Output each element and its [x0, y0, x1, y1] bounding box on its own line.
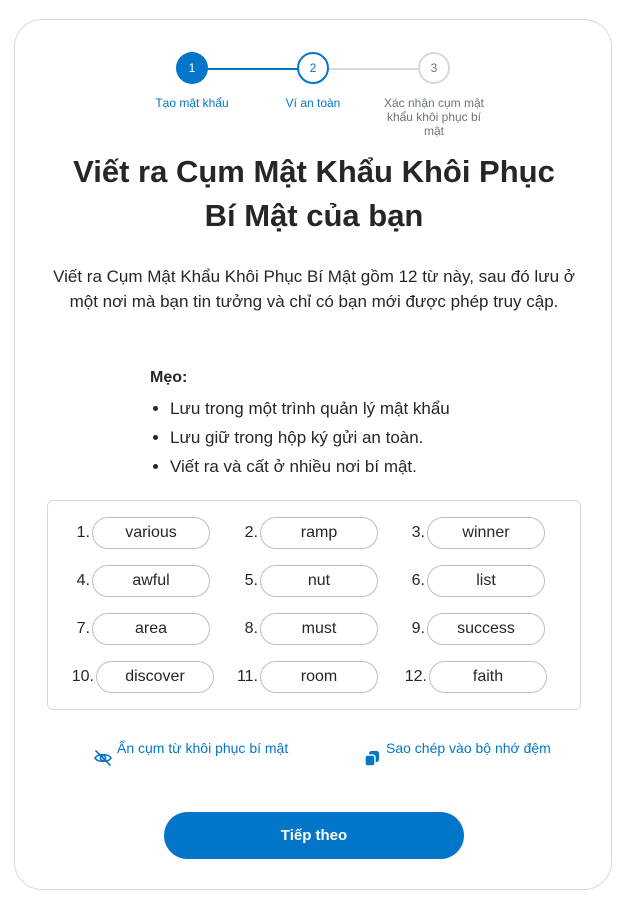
- word-entry-2: [236, 517, 378, 549]
- word-entry-11: [236, 661, 378, 693]
- word-number: 7.: [76, 620, 90, 637]
- step-1-circle: 1: [176, 52, 208, 84]
- step-3-circle: 3: [418, 52, 450, 84]
- copy-label: Sao chép vào bộ nhớ đệm: [386, 740, 551, 756]
- word-pill: winner: [427, 517, 545, 549]
- word-pill: discover: [96, 661, 214, 693]
- step-2-circle: 2: [297, 52, 329, 84]
- word-entry-9: [403, 613, 545, 645]
- stepper-line-pending: [313, 68, 434, 70]
- tips-heading: Mẹo:: [150, 369, 188, 386]
- word-pill: faith: [429, 661, 547, 693]
- word-number: 11.: [236, 668, 258, 685]
- hide-phrase-label: Ẩn cụm từ khôi phục bí mật: [117, 740, 289, 756]
- word-pill: nut: [260, 565, 378, 597]
- word-pill: room: [260, 661, 378, 693]
- tips-list: [150, 394, 550, 481]
- word-pill: must: [260, 613, 378, 645]
- copy-to-clipboard-button[interactable]: [362, 738, 552, 768]
- word-pill: various: [92, 517, 210, 549]
- word-number: 8.: [244, 620, 258, 637]
- step-2-label: Ví an toàn: [285, 96, 341, 110]
- word-entry-5: [236, 565, 378, 597]
- word-number: 2.: [244, 524, 258, 541]
- word-number: 4.: [76, 572, 90, 589]
- word-pill: awful: [92, 565, 210, 597]
- word-entry-7: [68, 613, 210, 645]
- word-entry-8: [236, 613, 378, 645]
- word-pill: ramp: [260, 517, 378, 549]
- step-1-label: Tạo mật khẩu: [155, 96, 229, 110]
- word-number: 10.: [71, 668, 94, 685]
- word-number: 5.: [244, 572, 258, 589]
- word-number: 1.: [76, 524, 90, 541]
- word-number: 3.: [411, 524, 425, 541]
- word-entry-10: [68, 661, 214, 693]
- word-entry-6: [403, 565, 545, 597]
- word-number: 12.: [404, 668, 427, 685]
- eye-slash-icon: [93, 748, 113, 768]
- secret-phrase-grid: [47, 500, 581, 710]
- step-3-label: Xác nhận cụm mật khẩu khôi phục bí mật: [383, 96, 485, 138]
- tip-item: • Lưu trong một trình quản lý mật khẩu: [170, 394, 550, 423]
- word-pill: area: [92, 613, 210, 645]
- stepper-line-complete: [192, 68, 313, 70]
- word-number: 9.: [411, 620, 425, 637]
- word-pill: list: [427, 565, 545, 597]
- tips-section: [150, 366, 550, 481]
- copy-icon: [362, 748, 382, 768]
- word-entry-3: [403, 517, 545, 549]
- word-number: 6.: [411, 572, 425, 589]
- word-entry-4: [68, 565, 210, 597]
- page-title: Viết ra Cụm Mật Khẩu Khôi Phục Bí Mật của bạn: [73, 154, 555, 233]
- word-entry-1: [68, 517, 210, 549]
- hide-phrase-button[interactable]: [93, 738, 293, 768]
- word-entry-12: [403, 661, 547, 693]
- next-button[interactable]: Tiếp theo: [164, 812, 464, 859]
- progress-stepper: [0, 0, 628, 150]
- word-pill: success: [427, 613, 545, 645]
- tip-item: • Viết ra và cất ở nhiều nơi bí mật.: [170, 452, 550, 481]
- page-description: Viết ra Cụm Mật Khẩu Khôi Phục Bí Mật gồm 12 từ này, sau đó lưu ở một nơi mà bạn tin tưởng và chỉ có bạn mới được phép truy cập.: [53, 267, 575, 311]
- tip-item: • Lưu giữ trong hộp ký gửi an toàn.: [170, 423, 550, 452]
